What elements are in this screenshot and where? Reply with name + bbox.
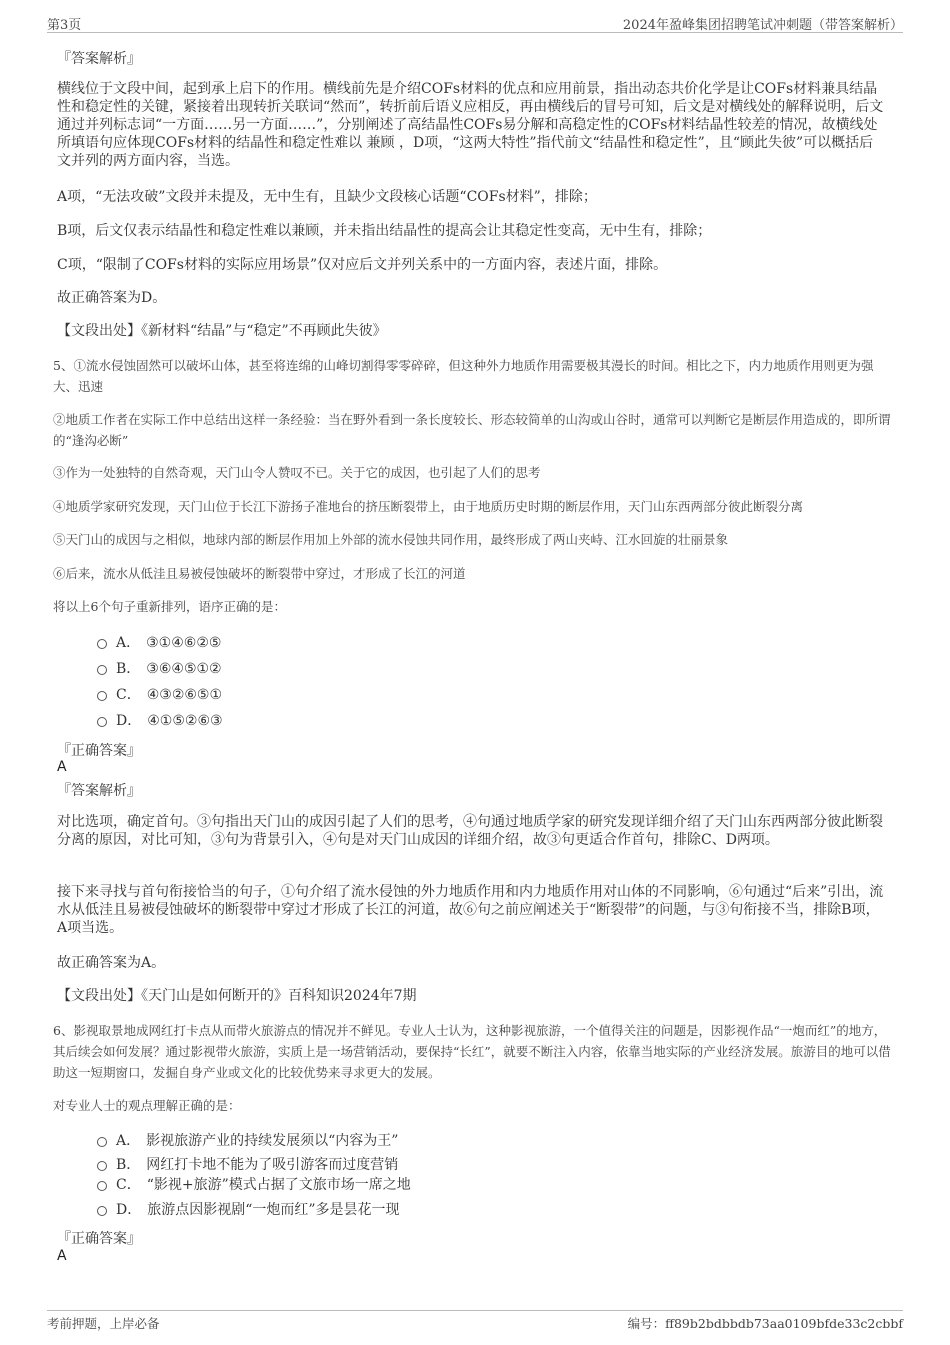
source-citation: 【文段出处】《新材料“结晶”与“稳定”不再顾此失彼》 — [57, 323, 387, 339]
question-6-stem: 6、影视取景地成网红打卡点从而带火旅游点的情况并不鲜见。专业人士认为，这种影视旅游，一个值得关注的问题是，因影视作品“一炮而红”的地方，其后续会如何发展？通过影视带火旅游，实质上是一场营销活动，要保持“长红”，就要不断注入内容，依靠当地实际的产业经济发展。旅游目的地可以借助这一短期窗口，发掘自身产业或文化的比较优势来寻求更大的发展。 — [53, 1023, 891, 1080]
option-label: A． — [116, 1133, 141, 1149]
page-number: 第3页 — [47, 18, 82, 33]
correct-answer: A — [57, 759, 67, 775]
option-d[interactable] — [97, 1201, 400, 1219]
radio-button[interactable] — [97, 717, 107, 727]
radio-button[interactable] — [97, 691, 107, 701]
option-text: 影视旅游产业的持续发展须以“内容为王” — [146, 1133, 399, 1149]
option-label: D． — [116, 713, 142, 729]
option-c[interactable] — [97, 686, 222, 704]
page-header — [47, 12, 903, 33]
option-label: C． — [116, 687, 141, 703]
option-c[interactable] — [97, 1176, 411, 1194]
analysis-paragraph: 接下来寻找与首句衔接恰当的句子，①句介绍了流水侵蚀的外力地质作用和内力地质作用对山体的不同影响，⑥句通过“后来”引出，流水从低洼且易被侵蚀破坏的断裂带中穿过才形成了长江的河道，故⑥句之前应阐述关于“断裂带”的问题，与③句衔接不当，排除B项，A项当选。 — [57, 884, 884, 936]
option-a[interactable] — [97, 634, 221, 652]
analysis-paragraph: 对比选项，确定首句。③句指出天门山的成因引起了人们的思考，④句通过地质学家的研究发现详细介绍了天门山东西两部分彼此断裂分离的原因，对比可知，③句为背景引入，④句是对天门山成因的详细介绍，故③句更适合作首句，排除C、D两项。 — [57, 814, 883, 848]
analysis-paragraph: 横线位于文段中间，起到承上启下的作用。横线前先是介绍COFs材料的优点和应用前景，指出动态共价化学是让COFs材料兼具结晶性和稳定性的关键，紧接着出现转折关联词“然而”，转折前后语义应相反，再由横线后的冒号可知，后文是对横线处的解释说明，后文通过并列标志词“一方面……另一方面……”，分别阐述了高结晶性COFs易分解和高稳定性的COFs材料结晶性较差的情况，故横线处所填语句应体现COFs材料的结晶性和稳定性难以 兼顾 ，D项，“这两大特性”指代前文“结晶性和稳定性”，且“顾此失彼”可以概括后文并列的两方面内容，当选。 — [57, 81, 884, 169]
radio-button[interactable] — [97, 639, 107, 649]
option-text: “影视+旅游”模式占据了文旅市场一席之地 — [146, 1177, 411, 1193]
question-5-prompt: 将以上6个句子重新排列，语序正确的是： — [53, 599, 286, 614]
option-text: ④③②⑥⑤① — [146, 687, 223, 703]
option-b[interactable] — [97, 1156, 398, 1174]
analysis-tag: 『答案解析』 — [57, 51, 141, 67]
option-text: 旅游点因影视剧“一炮而红”多是昙花一现 — [147, 1202, 400, 1218]
option-b[interactable] — [97, 660, 222, 678]
radio-button[interactable] — [97, 665, 107, 675]
option-a[interactable] — [97, 1132, 398, 1150]
correct-answer-tag: 『正确答案』 — [57, 1231, 141, 1247]
analysis-conclusion: 故正确答案为A。 — [57, 955, 166, 971]
question-5-sentence-3: ③作为一处独特的自然奇观，天门山令人赞叹不已。关于它的成因，也引起了人们的思考 — [53, 465, 541, 480]
option-text: ④①⑤②⑥③ — [147, 713, 223, 729]
option-text: 网红打卡地不能为了吸引游客而过度营销 — [146, 1157, 399, 1173]
radio-button[interactable] — [97, 1206, 107, 1216]
question-5-sentence-4: ④地质学家研究发现，天门山位于长江下游扬子准地台的挤压断裂带上，由于地质历史时期的断层作用，天门山东西两部分彼此断裂分离 — [53, 499, 804, 514]
option-label: D． — [116, 1202, 142, 1218]
option-label: B． — [116, 661, 141, 677]
radio-button[interactable] — [97, 1137, 107, 1147]
footer-slogan: 考前押题，上岸必备 — [47, 1316, 160, 1331]
option-text: ③①④⑥②⑤ — [146, 635, 222, 651]
correct-answer-tag: 『正确答案』 — [57, 743, 141, 759]
question-6-prompt: 对专业人士的观点理解正确的是： — [53, 1098, 241, 1113]
analysis-tag: 『答案解析』 — [57, 783, 141, 799]
footer-code: 编号：ff89b2bdbbdb73aa0109bfde33c2cbbf — [627, 1316, 903, 1331]
page-footer — [47, 1310, 903, 1333]
option-label: C． — [116, 1177, 141, 1193]
option-text: ③⑥④⑤①② — [146, 661, 222, 677]
option-d[interactable] — [97, 712, 223, 730]
question-5-sentence-5: ⑤天门山的成因与之相似，地球内部的断层作用加上外部的流水侵蚀共同作用，最终形成了两山夹峙、江水回旋的壮丽景象 — [53, 532, 729, 547]
analysis-option-c: C项，“限制了COFs材料的实际应用场景”仅对应后文并列关系中的一方面内容，表述片面，排除。 — [57, 257, 668, 273]
question-5-sentence-1: 5、①流水侵蚀固然可以破坏山体，甚至将连绵的山峰切割得零零碎碎，但这种外力地质作用需要极其漫长的时间。相比之下，内力地质作用则更为强大、迅速 — [53, 358, 874, 394]
document-title: 2024年盈峰集团招聘笔试冲刺题（带答案解析） — [622, 18, 903, 33]
analysis-option-b: B项，后文仅表示结晶性和稳定性难以兼顾，并未指出结晶性的提高会让其稳定性变高，无中生有，排除； — [57, 223, 712, 239]
radio-button[interactable] — [97, 1161, 107, 1171]
question-5-sentence-2: ②地质工作者在实际工作中总结出这样一条经验：当在野外看到一条长度较长、形态较简单的山沟或山谷时，通常可以判断它是断层作用造成的，即所谓的“逢沟必断” — [53, 412, 891, 448]
analysis-option-a: A项，“无法攻破”文段并未提及，无中生有，且缺少文段核心话题“COFs材料”，排除； — [57, 189, 597, 205]
correct-answer: A — [57, 1248, 67, 1264]
analysis-conclusion: 故正确答案为D。 — [57, 290, 167, 306]
option-label: A． — [116, 635, 141, 651]
source-citation: 【文段出处】《天门山是如何断开的》百科知识2024年7期 — [57, 988, 417, 1004]
option-label: B． — [116, 1157, 141, 1173]
question-5-sentence-6: ⑥后来，流水从低洼且易被侵蚀破坏的断裂带中穿过，才形成了长江的河道 — [53, 566, 466, 581]
radio-button[interactable] — [97, 1181, 107, 1191]
